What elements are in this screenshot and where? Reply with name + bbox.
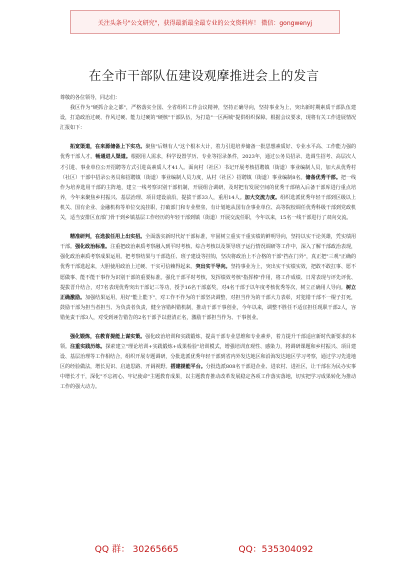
section-2-text-b: 注重把政治素质考察融入到平时考核、综合考核以及领导班子运行情况调研等工作中，深入了解干部政治表现，强化政治素质考察成果运用。把考察结果与干部选任、班子建设等挂钩，坚决将政治上不合格的干部"挡在门外"，真正把"三观"正确的优秀干部选起来，大胆使用政治上过硬、干实可信赖得起来。	[60, 244, 356, 271]
section-2-paragraph	[60, 232, 356, 323]
section-2-text-a: 全面落实新时代好干部标准，牢固树立重实干重实绩的鲜明导向，坚持以实干论英雄，凭实绩用干部。	[60, 234, 356, 251]
document-body	[60, 93, 356, 402]
section-3-text-a: 强化政治培训和实践锻炼，提高干部专业思维和专业素养，着力提升干部适应新时代新要求的本领。	[60, 333, 356, 351]
section-3-text-b: 探索建立"理论培训+实践锻炼+成果检验"培训模式，增强培训直观性、感染力，将调研课题和乡村振兴、项目建设、基层治理等工作相结合，组织开展专题调研，分批选派优秀年轻干部到省内外发达地区和沿海发达地区学习考察，通过学习先进地区的经验做法，增长见识、启迪思路、开阔视野。	[60, 344, 356, 371]
footer-qq-group: QQ 群： 30265665	[94, 545, 179, 555]
section-3-paragraph	[60, 332, 356, 393]
section-1-bold-b: 畅通进人渠道。	[95, 154, 131, 161]
section-1-heading: 拓宽渠道，在来源储备上下实功。	[70, 144, 146, 151]
intro-paragraph: 我区作为"硬抓合金之都"，严格落实全国、全省组织工作会议精神，坚持正确导向，坚持事业为上，突出新时期素质干部队伍建设，打造政治过硬、作风过硬、能力过硬的"硬核"干部队伍，为打造"一区两城"提供组织保障。根据会议要求，现将有关工作进展情况汇报如下：	[60, 105, 356, 132]
section-3-bold-b: 注重实践历练。	[70, 344, 106, 351]
section-1-bold-d: 加大交流力度。	[244, 194, 281, 201]
footer-qq: QQ：535304092	[238, 545, 314, 555]
section-2-bold-b: 强化政治标准。	[75, 244, 111, 251]
section-1-text-a: 聚焦"后继有人"这个根本大计，着力引进培养储备一批思想素质好、专业水平高、工作能力强的优秀干部人才。	[60, 144, 356, 161]
section-2-text-c: 坚持事业为上，突出实干实绩实效，把敢不敢扛事、愿不愿做事、能不能干事作为识别干部的重要标准。强化干部平时考核，发挥绩效考核"指挥棒"作用，将工作成绩、日常表现与评先评优、提拔晋升结合，对7名表现优秀突出干部记三等功，授予16名干部嘉奖，对4名干部于以年度考核优秀等次，树立正确用人导向。	[60, 264, 356, 291]
section-1-bold-c: 储备优秀干部。	[305, 174, 341, 181]
section-2-text-d: 加强结果运用，用好"能上能下"，对工作不作为的干部坚决调整，对担当作为的干部大力表彰，对犯错干部不一棍子打死，鼓励干部为担当者担当、为负责者负责，健全容错纠错机制，推动干部干事创业，今年以来，调整不胜任不适宜担任现职干部2人，容错免责干部3人，对受到诬告错告的2名干部予以澄清正名，激励干部担当作为、干事创业。	[60, 294, 356, 321]
section-3-bold-c: 搭建提能平台。	[170, 364, 206, 371]
section-2-bold-c: 突出实干导向。	[195, 264, 231, 271]
section-2-heading: 精准研判，在选拔任用上出实招。	[70, 234, 146, 241]
greeting: 尊敬的各位领导，同志们：	[60, 95, 121, 101]
document-title: 在全市干部队伍建设观摩推进会上的发言	[88, 68, 320, 83]
section-1-text-c: 把一线作为培养选用干部的主阵地，建立一线考察识别干部机制，开展组合调研，及时把有发展空间的优秀干部纳入后备干部库进行重点培养，今年来聚焦乡村振兴、基层治理、项目建设前沿，提拔干部33人，重用14人。	[60, 174, 356, 201]
section-3-text-c: 分批选派808名干部进企业、进农村、进社区，让干部在为民办实事中增长才干，深化"不忘初心、牢记使命"主题教育成果，以主题教育推动改革发展稳定各项工作落实落地，切实把学习成果转化为推动工作的强大动力。	[60, 364, 356, 391]
page-footer	[0, 542, 408, 558]
section-2-bold-d: 树立正确激励。	[60, 284, 356, 301]
section-1-paragraph	[60, 142, 356, 223]
promo-banner: 关注头条号"公文研究"，获得最新最全最专业的公文资料库！ 微信：gongwenyj	[70, 10, 340, 34]
section-1-text-d: 组织选派优秀年轻干部到区级以上机关、国有企业、金融机构等单位交流挂职，打破部门和专业壁垒，有计划地从国有企事业单位、高等院校调任优秀科级干部到党政机关，适当安排区直部门骨干到乡镇基层工作经历的年轻干部到镇（街道）开展交流任职，今年以来，15名一线干部进行了双向交流。	[60, 194, 356, 222]
section-1-text-b: 根据用人需求，科学设置学历、专业等招录条件，2023年，通过公务员招录、选调生招考、高层次人才引进、事业单位公开招聘等方式引进高素质人才41人。面向村（社区）书记开展考核招聘镇（街道）事业编制人员，加大从优秀村（社区）干部中招录公务员和招聘镇（街道）事业编制人员力度，从村（社区）招聘镇（街道）事业编制8名。	[60, 154, 356, 181]
section-3-heading: 强化锻炼，在教育提能上谋实策。	[70, 333, 146, 340]
